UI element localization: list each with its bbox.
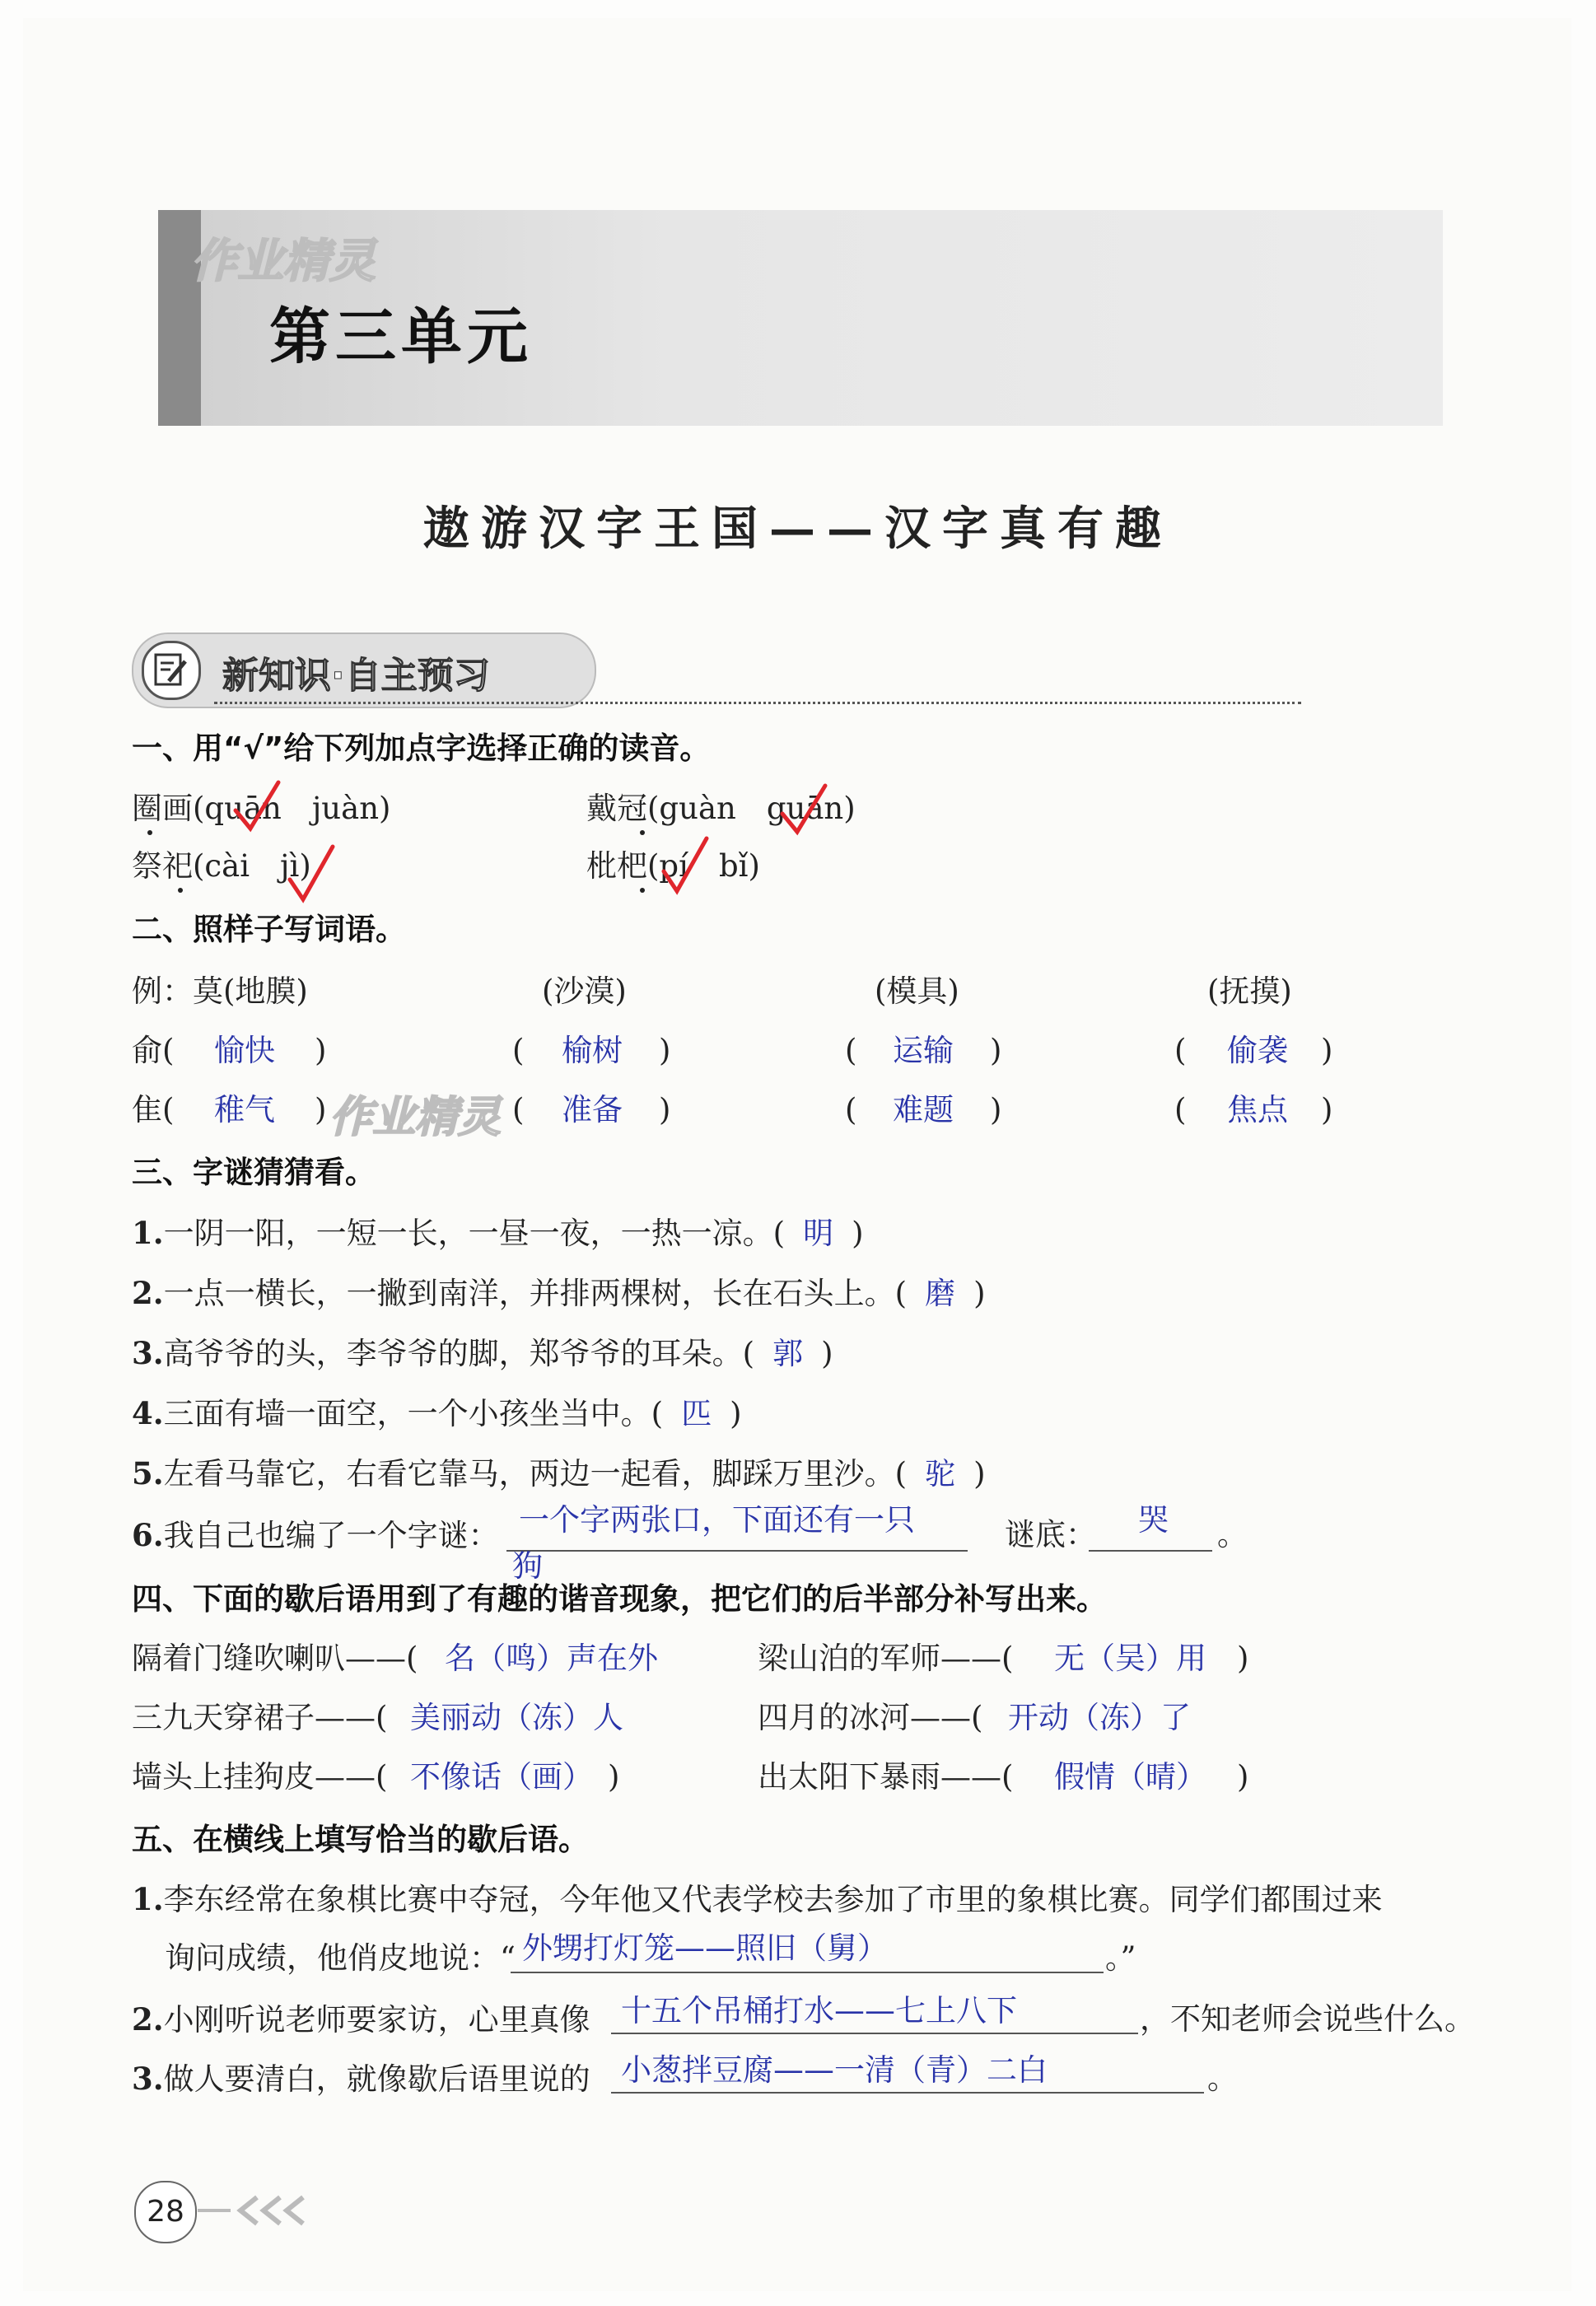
q3-heading: 三、字谜猜猜看。 [132,1155,376,1190]
q1-word: 戴冠 [586,791,647,826]
paren-open: ( [1174,1033,1187,1068]
lesson-title: 遨游汉字王国——汉字真有趣 [423,502,1173,556]
xiehouyu-left: 隔着门缝吹喇叭——( [132,1641,418,1676]
continuation-text: ，不知老师会说些什么。 [1140,2001,1475,2037]
pencil-note-icon [142,641,201,700]
paren-open: ( [512,1033,525,1068]
answer-text: 狗 [512,1548,543,1584]
check-mark-icon [660,832,710,898]
check-mark-icon [779,781,828,838]
answer-text: 美丽动（冻）人 [410,1700,623,1735]
riddle-answer-label: 谜底： [1005,1517,1096,1552]
riddle-item: 1.一阴一阳，一短一长，一昼一夜，一热一凉。( 明 ) [132,1215,864,1251]
riddle-item: 4.三面有墙一面空，一个小孩坐当中。( 匹 ) [132,1395,742,1431]
paren-close: ) [1321,1033,1333,1068]
q2-heading: 二、照样子写词语。 [132,912,406,947]
q1-heading: 一、用“√”给下列加点字选择正确的读音。 [132,731,711,766]
q2-example-word: (抚摸) [1207,973,1292,1009]
answer-text: 十五个吊桶打水——七上八下 [621,1993,1017,2028]
answer-text: 哭 [1138,1502,1169,1538]
paren-close: ) [608,1759,620,1795]
answer-text: 榆树 [562,1033,623,1068]
answer-line [1089,1550,1212,1552]
paren-open: ( [1174,1092,1187,1127]
punctuation: 。” [1105,1940,1136,1976]
q1-word: 祭祀 [132,848,193,884]
paren-close: ) [1321,1092,1333,1127]
section-divider [214,702,1301,704]
q1-word: 枇杷 [586,848,647,884]
q1-options: (quān juàn) [193,791,391,826]
paren-close: ) [315,1092,327,1127]
answer-text: 名（鸣）声在外 [445,1641,658,1676]
q5-item-3: 3.做人要清白，就像歇后语里说的 [132,2061,590,2097]
punctuation: 。 [1207,2061,1238,2096]
check-mark-icon [287,840,336,906]
answer-text: 开动（冻）了 [1008,1700,1191,1735]
paren-open: ( [845,1092,857,1127]
q1-options: (pí bǐ) [647,848,760,884]
answer-text: 运输 [893,1033,954,1068]
answer-text: 小葱拌豆腐——一清（青）二白 [621,2052,1048,2088]
answer-text: 一个字两张口，下面还有一只 [519,1502,915,1538]
q5-item-1: 1.李东经常在象棋比赛中夺冠，今年他又代表学校去参加了市里的象棋比赛。同学们都围过来 [132,1881,1383,1917]
page-number: 28 [134,2181,197,2243]
answer-text: 无（吴）用 [1054,1641,1206,1676]
q2-row2-lead: 隹( [132,1092,175,1127]
q1-word: 圈画 [132,791,193,826]
answer-text: 愉快 [214,1033,275,1068]
q1-options: (guàn guān) [647,791,856,826]
answer-text: 偷袭 [1227,1033,1288,1068]
answer-text: 难题 [893,1092,954,1127]
paren-close: ) [659,1092,671,1127]
paren-close: ) [990,1033,1002,1068]
answer-text: 假情（晴） [1054,1759,1206,1795]
paren-close: ) [315,1033,327,1068]
q2-example: 例：莫(地膜) [132,973,308,1009]
xiehouyu-right: 梁山泊的军师——( [758,1641,1014,1676]
q2-row1-lead: 俞( [132,1033,175,1068]
q2-example-word: (沙漠) [542,973,627,1009]
riddle-item: 5.左看马靠它，右看它靠马，两边一起看，脚踩万里沙。( 驼 ) [132,1455,986,1491]
riddle-item: 3.高爷爷的头，李爷爷的脚，郑爷爷的耳朵。( 郭 ) [132,1335,833,1371]
q5-item-2: 2.小刚听说老师要家访，心里真像 [132,2001,590,2038]
unit-banner [158,210,1443,426]
emphasis-dot [640,888,645,893]
banner-watermark: 作业精灵 [191,235,376,288]
q4-heading: 四、下面的歇后语用到了有趣的谐音现象，把它们的后半部分补写出来。 [132,1581,1107,1617]
q5-heading: 五、在横线上填写恰当的歇后语。 [132,1822,589,1857]
riddle-item: 2.一点一横长，一撇到南洋，并排两棵树，长在石头上。( 磨 ) [132,1275,986,1311]
paren-close: ) [659,1033,671,1068]
xiehouyu-left: 墙头上挂狗皮——( [132,1759,388,1795]
chevron-left-icon [198,2192,321,2229]
paren-open: ( [512,1092,525,1127]
section-label: 新知识·自主预习 [222,655,490,697]
paren-close: ) [1237,1759,1249,1795]
paren-close: ) [1237,1641,1249,1676]
q5-item-1-line2: 询问成绩，他俏皮地说：“ [165,1940,516,1976]
answer-text: 焦点 [1227,1092,1288,1127]
q2-example-word: (模具) [875,973,959,1009]
paren-open: ( [845,1033,857,1068]
q1-options: (cài jì) [193,848,311,884]
answer-text: 外甥打灯笼——照旧（舅） [522,1930,888,1966]
check-mark-icon [232,777,282,835]
answer-line [611,2092,1204,2094]
paren-close: ) [990,1092,1002,1127]
riddle-item-6: 6.我自己也编了一个字谜： [132,1517,499,1553]
answer-line [511,1972,1104,1973]
xiehouyu-left: 三九天穿裙子——( [132,1700,388,1735]
page-watermark: 作业精灵 [329,1093,502,1142]
answer-line [506,1550,968,1552]
xiehouyu-right: 出太阳下暴雨——( [758,1759,1014,1795]
punctuation: 。 [1217,1517,1248,1552]
answer-text: 不像话（画） [410,1759,593,1795]
emphasis-dot [178,888,183,893]
emphasis-dot [640,830,645,835]
xiehouyu-right: 四月的冰河——( [758,1700,983,1735]
emphasis-dot [147,830,152,835]
answer-text: 准备 [562,1092,623,1127]
answer-text: 稚气 [214,1092,275,1127]
answer-line [611,2033,1138,2034]
unit-title: 第三单元 [269,301,533,372]
